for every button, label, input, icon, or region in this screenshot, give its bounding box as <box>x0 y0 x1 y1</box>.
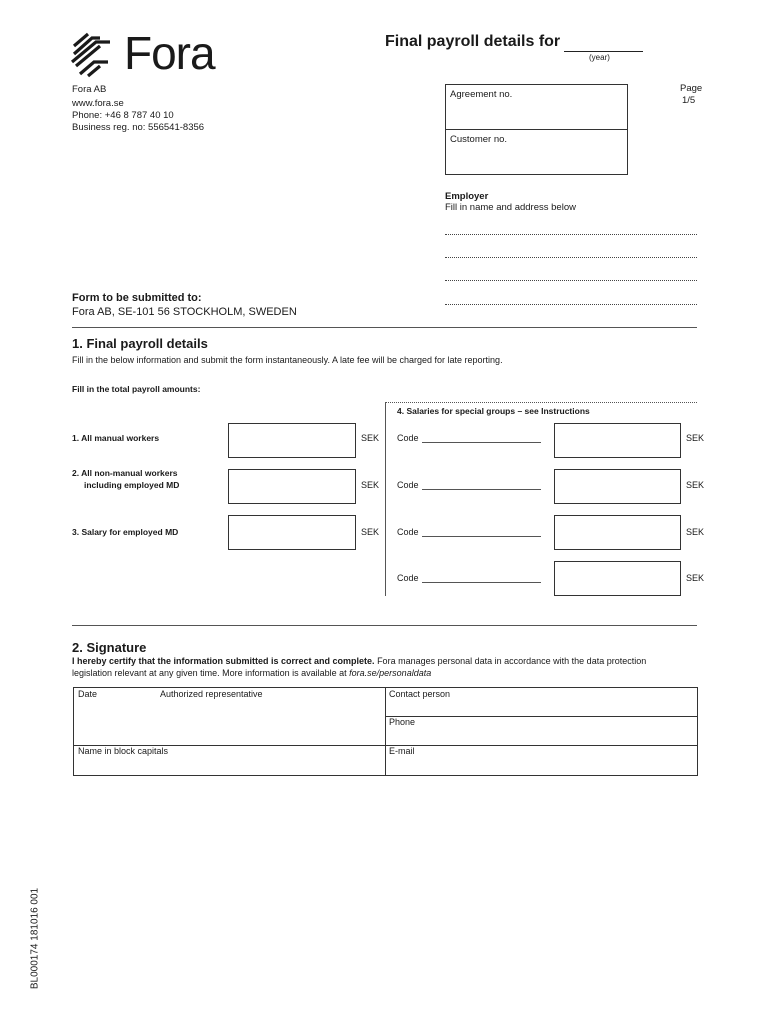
representative-label: Authorized representative <box>160 689 263 699</box>
company-regno: Business reg. no: 556541-8356 <box>72 122 205 133</box>
agreement-field[interactable] <box>445 84 628 130</box>
section1-subheading: Fill in the total payroll amounts: <box>72 384 201 394</box>
row3-currency: SEK <box>361 527 380 537</box>
employer-heading: Employer <box>445 191 489 202</box>
company-name: Fora AB <box>72 84 107 95</box>
employer-instruction: Fill in name and address below <box>445 202 576 213</box>
employer-line-3[interactable] <box>445 280 697 281</box>
employer-line-1[interactable] <box>445 234 697 235</box>
code-label-2: Code <box>397 480 419 490</box>
row2-label-line2: including employed MD <box>84 480 180 490</box>
row3-label: 3. Salary for employed MD <box>72 527 179 537</box>
name-block-label: Name in block capitals <box>78 746 169 756</box>
divider-2 <box>72 625 697 626</box>
submit-heading: Form to be submitted to: <box>72 292 202 304</box>
fora-logo-mark-icon <box>70 32 122 78</box>
company-web: www.fora.se <box>72 98 124 109</box>
row1-label: 1. All manual workers <box>72 433 160 443</box>
contact-person-label: Contact person <box>389 689 451 699</box>
special-currency-2: SEK <box>686 480 705 490</box>
page-number: 1/5 <box>682 95 696 106</box>
certify-line2: legislation relevant at any given time. More information is available at <box>72 668 350 678</box>
row2-amount-input[interactable] <box>228 469 356 504</box>
special-groups-heading: 4. Salaries for special groups – see Instructions <box>397 406 590 416</box>
agreement-label: Agreement no. <box>450 89 513 100</box>
special-amount-input-4[interactable] <box>554 561 681 596</box>
code-label-3: Code <box>397 527 419 537</box>
code-input-1[interactable] <box>422 442 541 443</box>
special-amount-input-1[interactable] <box>554 423 681 458</box>
special-currency-1: SEK <box>686 433 705 443</box>
form-code: BL000174 181016 001 <box>29 887 41 990</box>
page-label: Page <box>680 83 703 94</box>
company-phone: Phone: +46 8 787 40 10 <box>72 110 174 121</box>
special-currency-3: SEK <box>686 527 705 537</box>
special-currency-4: SEK <box>686 573 705 583</box>
divider-1 <box>72 327 697 328</box>
employer-line-2[interactable] <box>445 257 697 258</box>
customer-label: Customer no. <box>450 134 508 145</box>
section1-instruction: Fill in the below information and submit the form instantaneously. A late fee will be charged for late reporting. <box>72 355 503 365</box>
certify-text <box>72 655 702 679</box>
certify-link[interactable]: fora.se/personaldata <box>349 668 432 678</box>
row1-amount-input[interactable] <box>228 423 356 458</box>
special-groups-line <box>386 402 697 403</box>
section1-title: 1. Final payroll details <box>72 336 208 351</box>
code-label-4: Code <box>397 573 419 583</box>
email-label: E-mail <box>389 746 415 756</box>
submit-address: Fora AB, SE-101 56 STOCKHOLM, SWEDEN <box>72 306 297 318</box>
certify-rest: Fora manages personal data in accordance with the data protection <box>374 656 647 666</box>
row2-label-line1: 2. All non-manual workers <box>72 468 178 478</box>
row1-currency: SEK <box>361 433 380 443</box>
section1-column-divider <box>385 402 386 596</box>
certify-bold: I hereby certify that the information submitted is correct and complete. <box>72 656 375 666</box>
row2-currency: SEK <box>361 480 380 490</box>
section2-title: 2. Signature <box>72 640 147 655</box>
year-label: (year) <box>589 53 610 62</box>
special-amount-input-2[interactable] <box>554 469 681 504</box>
phone-field[interactable] <box>386 717 697 744</box>
email-field[interactable] <box>386 746 697 775</box>
code-input-2[interactable] <box>422 489 541 490</box>
form-title: Final payroll details for <box>385 33 561 50</box>
special-amount-input-3[interactable] <box>554 515 681 550</box>
code-input-3[interactable] <box>422 536 541 537</box>
date-label: Date <box>78 689 98 699</box>
logo-wordmark: Fora <box>124 27 215 79</box>
phone-label: Phone <box>389 717 416 727</box>
fora-logo <box>70 27 230 79</box>
code-input-4[interactable] <box>422 582 541 583</box>
employer-line-4[interactable] <box>445 304 697 305</box>
year-line[interactable] <box>564 51 643 52</box>
customer-field[interactable] <box>445 129 628 175</box>
row3-amount-input[interactable] <box>228 515 356 550</box>
code-label-1: Code <box>397 433 419 443</box>
